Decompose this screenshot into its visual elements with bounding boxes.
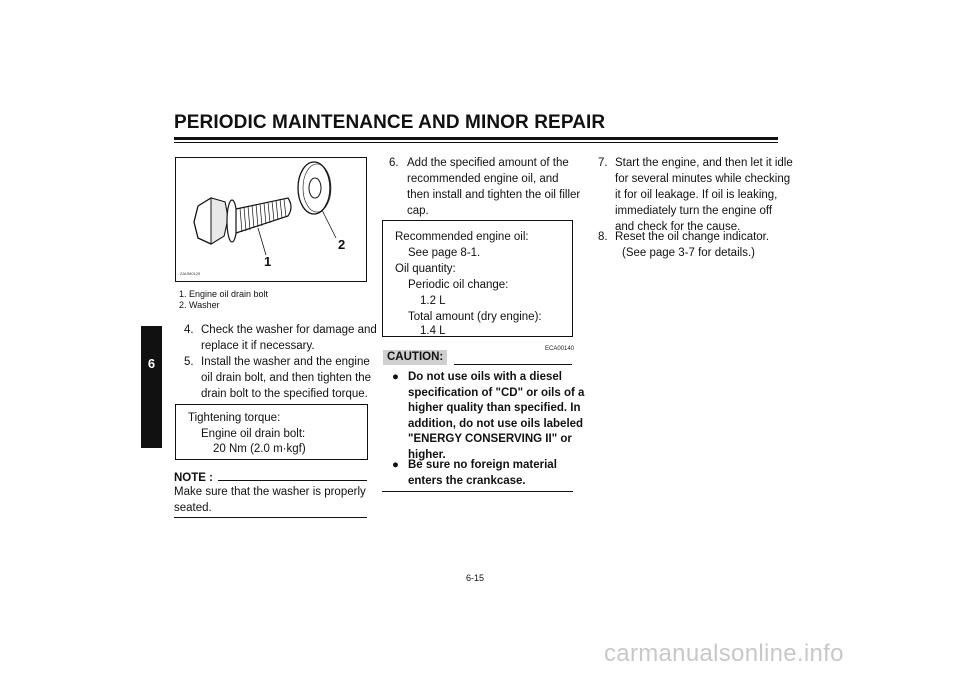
- torque-label: Tightening torque:: [188, 412, 281, 424]
- caution-b1-line-4: addition, do not use oils labeled: [408, 417, 584, 430]
- title-rule: [174, 137, 778, 140]
- oil-spec-box: [382, 220, 573, 337]
- note-label: NOTE :: [174, 472, 213, 484]
- periodic-change-label: Periodic oil change:: [408, 279, 509, 291]
- recommended-oil-label: Recommended engine oil:: [395, 231, 529, 243]
- caution-b1-line-2: specification of "CD" or oils of a: [408, 386, 585, 399]
- total-amount-value: 1.4 L: [420, 325, 446, 337]
- callout-1: 1: [264, 254, 272, 269]
- step-5-number: 5.: [184, 356, 194, 368]
- step-6-line-1: Add the specified amount of the: [407, 157, 569, 169]
- step-7-line-3: it for oil leakage. If oil is leaking,: [615, 189, 778, 201]
- chapter-tab: [141, 326, 162, 448]
- caution-label: CAUTION:: [383, 350, 447, 365]
- bullet-dot-icon: ●: [392, 371, 399, 383]
- step-8-line-2: (See page 3-7 for details.): [622, 247, 755, 259]
- step-6-line-2: recommended engine oil, and: [407, 173, 559, 185]
- caution-b2-line-1: Be sure no foreign material: [408, 459, 557, 471]
- caution-code: ECA00140: [545, 346, 575, 352]
- note-bottom-rule: [174, 517, 367, 518]
- oil-quantity-label: Oil quantity:: [395, 263, 456, 275]
- caution-b1-line-1: Do not use oils with a diesel: [408, 371, 562, 383]
- watermark[interactable]: carmanualsonline.info: [604, 640, 844, 667]
- step-4-number: 4.: [184, 324, 194, 336]
- step-5-line-2: oil drain bolt, and then tighten the: [201, 372, 372, 384]
- figure-caption-1: 1. Engine oil drain bolt: [179, 289, 269, 299]
- step-8-number: 8.: [598, 231, 608, 243]
- step-7-line-1: Start the engine, and then let it idle: [615, 157, 793, 169]
- caution-b1-line-6: higher.: [408, 448, 446, 461]
- caution-b1-line-3: higher quality than specified. In: [408, 402, 581, 414]
- chapter-tab-label: 6: [147, 356, 156, 371]
- step-6-number: 6.: [389, 157, 399, 169]
- step-4-line-2: replace it if necessary.: [201, 340, 315, 352]
- torque-value: 20 Nm (2.0 m·kgf): [213, 443, 306, 455]
- periodic-change-value: 1.2 L: [420, 295, 446, 307]
- step-7-number: 7.: [598, 157, 608, 169]
- note-line-1: Make sure that the washer is properly: [174, 486, 366, 498]
- step-7-line-2: for several minutes while checking: [615, 173, 791, 185]
- step-5-line-3: drain bolt to the specified torque.: [201, 388, 368, 400]
- step-6-line-4: cap.: [407, 205, 429, 217]
- step-4-line-1: Check the washer for damage and: [201, 324, 377, 336]
- title-rule-thin: [174, 142, 778, 143]
- step-7-line-5: and check for the cause.: [615, 221, 741, 233]
- step-7-line-4: immediately turn the engine off: [615, 205, 773, 217]
- caution-top-rule: [454, 364, 572, 365]
- step-5-line-1: Install the washer and the engine: [201, 356, 370, 368]
- step-6-line-3: then install and tighten the oil filler: [407, 189, 581, 201]
- torque-spec-box: [175, 404, 368, 460]
- step-5: [184, 354, 370, 402]
- page-number: 6-15: [466, 573, 485, 583]
- note-top-rule: [218, 480, 367, 481]
- step-4: [184, 322, 377, 354]
- figure-caption-2: 2. Washer: [179, 300, 220, 310]
- caution-bottom-rule: [382, 491, 573, 492]
- page-title: PERIODIC MAINTENANCE AND MINOR REPAIR: [174, 112, 606, 133]
- bullet-dot-icon: ●: [392, 459, 399, 471]
- torque-item: Engine oil drain bolt:: [201, 428, 306, 440]
- step-8-line-1: Reset the oil change indicator.: [615, 231, 770, 243]
- callout-2: 2: [338, 237, 346, 252]
- recommended-oil-value: See page 8-1.: [408, 247, 481, 259]
- total-amount-label: Total amount (dry engine):: [408, 311, 542, 323]
- note-line-2: seated.: [174, 502, 212, 514]
- caution-b1-line-5: "ENERGY CONSERVING II" or: [408, 433, 572, 445]
- figure-code: ZAUM0129: [180, 271, 201, 276]
- note-text: [174, 484, 366, 516]
- caution-b2-line-2: enters the crankcase.: [408, 474, 526, 487]
- drain-bolt-illustration: [176, 158, 366, 281]
